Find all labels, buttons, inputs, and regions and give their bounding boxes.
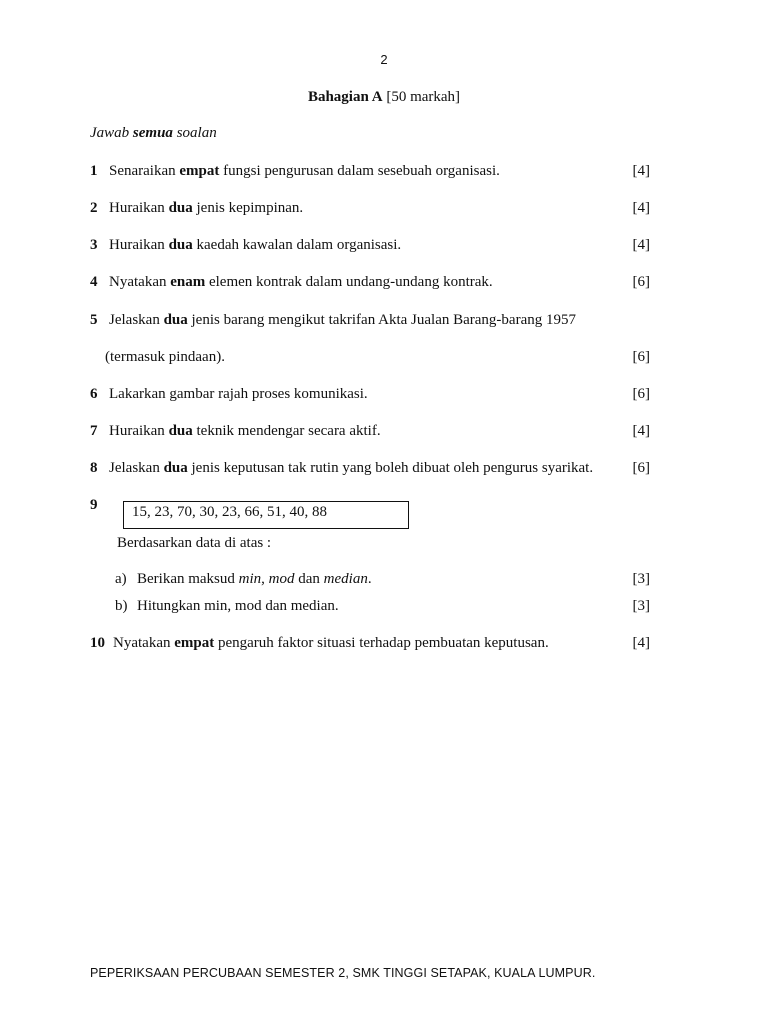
question-text: jenis barang mengikut takrifan Akta Jualan Barang-barang 1957 <box>187 312 576 328</box>
term-mod: mod <box>268 571 295 587</box>
question-9-intro: Berdasarkan data di atas : <box>117 535 272 551</box>
question-9b-marks: [3] <box>632 598 650 614</box>
question-8-marks: [6] <box>632 460 650 476</box>
question-text: Jelaskan <box>109 460 164 476</box>
question-1 <box>90 163 650 180</box>
question-text: kaedah kawalan dalam organisasi. <box>192 237 402 253</box>
question-1-marks: [4] <box>632 163 650 179</box>
part-text: dan <box>294 571 324 587</box>
question-number: 2 <box>90 200 98 216</box>
term-min: min <box>238 571 262 587</box>
question-text: jenis kepimpinan. <box>192 200 304 216</box>
question-number: 3 <box>90 237 98 253</box>
question-7-marks: [4] <box>632 423 650 439</box>
page-number: 2 <box>380 52 388 67</box>
question-text: Huraikan <box>109 423 169 439</box>
question-text: pengaruh faktor situasi terhadap pembuatan keputusan. <box>214 635 549 651</box>
instruction <box>90 125 217 142</box>
instruction-post: soalan <box>172 125 217 141</box>
question-9a <box>115 571 372 588</box>
question-6 <box>90 386 650 403</box>
part-label: b) <box>115 598 128 614</box>
question-10-marks: [4] <box>632 635 650 651</box>
question-8 <box>90 460 650 477</box>
question-5 <box>90 312 650 329</box>
term-median: median <box>323 571 368 587</box>
question-5-marks: [6] <box>632 349 650 365</box>
section-title-bold: Bahagian A <box>307 89 383 105</box>
question-number: 9 <box>90 497 98 513</box>
section-title-marks: [50 markah] <box>382 89 461 105</box>
question-5-continuation: (termasuk pindaan). <box>105 349 225 365</box>
question-text: Nyatakan <box>113 635 175 651</box>
part-text: , <box>261 571 269 587</box>
question-text: Lakarkan gambar rajah proses komunikasi. <box>109 386 368 402</box>
question-2-marks: [4] <box>632 200 650 216</box>
part-text: . <box>367 571 372 587</box>
question-text: Huraikan <box>109 237 169 253</box>
question-keyword: dua <box>168 200 193 216</box>
question-text: Senaraikan <box>109 163 180 179</box>
question-text: elemen kontrak dalam undang-undang kontrak. <box>205 274 493 290</box>
question-number: 5 <box>90 312 98 328</box>
question-4-marks: [6] <box>632 274 650 290</box>
question-text: Nyatakan <box>109 274 171 290</box>
part-label: a) <box>115 571 127 587</box>
question-text: Jelaskan <box>109 312 164 328</box>
question-10 <box>90 635 650 652</box>
question-number: 7 <box>90 423 98 439</box>
question-keyword: enam <box>170 274 206 290</box>
question-number: 10 <box>90 635 105 651</box>
question-keyword: dua <box>163 460 188 476</box>
question-4 <box>90 274 650 291</box>
question-9a-marks: [3] <box>632 571 650 587</box>
question-keyword: dua <box>163 312 188 328</box>
question-keyword: empat <box>179 163 220 179</box>
question-6-marks: [6] <box>632 386 650 402</box>
question-number: 8 <box>90 460 98 476</box>
question-9b <box>115 598 339 615</box>
question-text: jenis keputusan tak rutin yang boleh dibuat oleh pengurus syarikat. <box>187 460 594 476</box>
part-text: Hitungkan min, mod dan median. <box>137 598 339 614</box>
question-text: teknik mendengar secara aktif. <box>192 423 381 439</box>
part-text: Berikan maksud <box>137 571 239 587</box>
question-number: 6 <box>90 386 98 402</box>
question-text: fungsi pengurusan dalam sesebuah organisasi. <box>219 163 500 179</box>
question-keyword: empat <box>174 635 215 651</box>
question-keyword: dua <box>168 237 193 253</box>
instruction-pre: Jawab <box>90 125 133 141</box>
question-number: 4 <box>90 274 98 290</box>
question-number: 1 <box>90 163 98 179</box>
question-3-marks: [4] <box>632 237 650 253</box>
data-box: 15, 23, 70, 30, 23, 66, 51, 40, 88 <box>123 501 409 529</box>
question-2 <box>90 200 650 217</box>
question-7 <box>90 423 650 440</box>
instruction-bold: semua <box>132 125 173 141</box>
question-3 <box>90 237 650 254</box>
question-keyword: dua <box>168 423 193 439</box>
question-text: Huraikan <box>109 200 169 216</box>
page-footer: PEPERIKSAAN PERCUBAAN SEMESTER 2, SMK TINGGI SETAPAK, KUALA LUMPUR. <box>90 966 596 980</box>
section-title <box>0 89 768 106</box>
